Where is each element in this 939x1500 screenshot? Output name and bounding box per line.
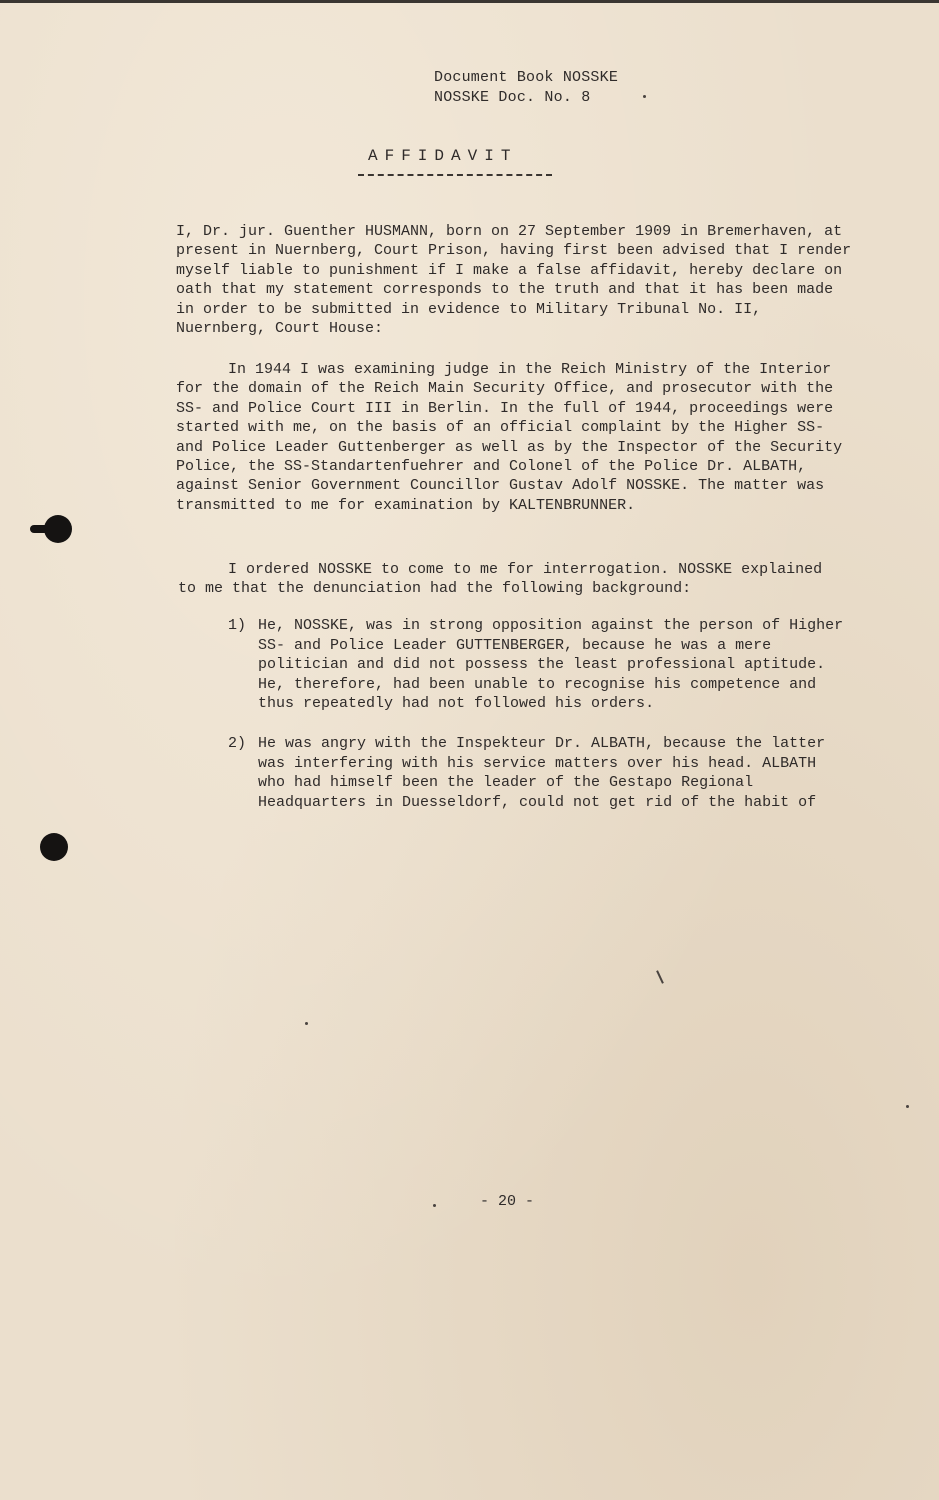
doc-number-line: NOSSKE Doc. No. 8 <box>434 89 591 106</box>
speck-mark <box>906 1105 909 1108</box>
speck-mark <box>643 95 646 98</box>
speck-mark <box>305 1022 308 1025</box>
title-underline <box>358 174 552 176</box>
paragraph-declaration: I, Dr. jur. Guenther HUSMANN, born on 27 September 1909 in Bremerhaven, at present in Nuernberg, Court Prison, having first been advised that I render myself liable to punishment if I make a false affidavit, hereby declare on oath that my statement corresponds to the truth and that it has been made in order to be submitted in evidence to Military Tribunal No. II, Nuernberg, Court House: <box>176 223 852 338</box>
paragraph-background: In 1944 I was examining judge in the Reich Ministry of the Interior for the domain of the Reich Main Security Office, and prosecutor with the SS- and Police Court III in Berlin. In the full of 1944, proceedings were started with me, on the basis of an official complaint by the Higher SS- and Police Leader Guttenberger as well as by the Inspector of the Security Police, the SS-Standartenfuehrer and Colonel of the Police Dr. ALBATH, against Senior Government Councillor Gustav Adolf NOSSKE. The matter was transmitted to me for examination by KALTENBRUNNER. <box>176 361 843 514</box>
list-item-text: He, NOSSKE, was in strong opposition against the person of Higher SS- and Police Leader GUTTENBERGER, because he was a mere politician and did not possess the least professional aptitude. He, therefore, had been unable to recognise his competence and thus repeatedly had not followed his orders. <box>258 617 844 713</box>
punch-hole-top <box>44 515 72 543</box>
page-number: - 20 - <box>480 1193 535 1210</box>
list-item-number: 1) <box>228 617 247 634</box>
list-item <box>228 616 868 716</box>
punch-hole-bottom <box>40 833 68 861</box>
document-title: AFFIDAVIT <box>368 147 518 165</box>
pencil-mark <box>656 970 664 984</box>
list-item <box>228 734 868 834</box>
document-header <box>434 68 618 108</box>
document-book-line: Document Book NOSSKE <box>434 69 619 86</box>
list-item-text: He was angry with the Inspekteur Dr. ALBATH, because the latter was interfering with his service matters over his head. ALBATH who had himself been the leader of the Gestapo Regional Headquarters in Duesseldorf, could not get rid of the habit of <box>258 735 826 811</box>
paragraph-interrogation: I ordered NOSSKE to come to me for interrogation. NOSSKE explained to me that the denunciation had the following background: <box>178 561 823 598</box>
speck-mark <box>433 1204 436 1207</box>
page-top-edge <box>0 0 939 3</box>
list-item-number: 2) <box>228 735 247 752</box>
